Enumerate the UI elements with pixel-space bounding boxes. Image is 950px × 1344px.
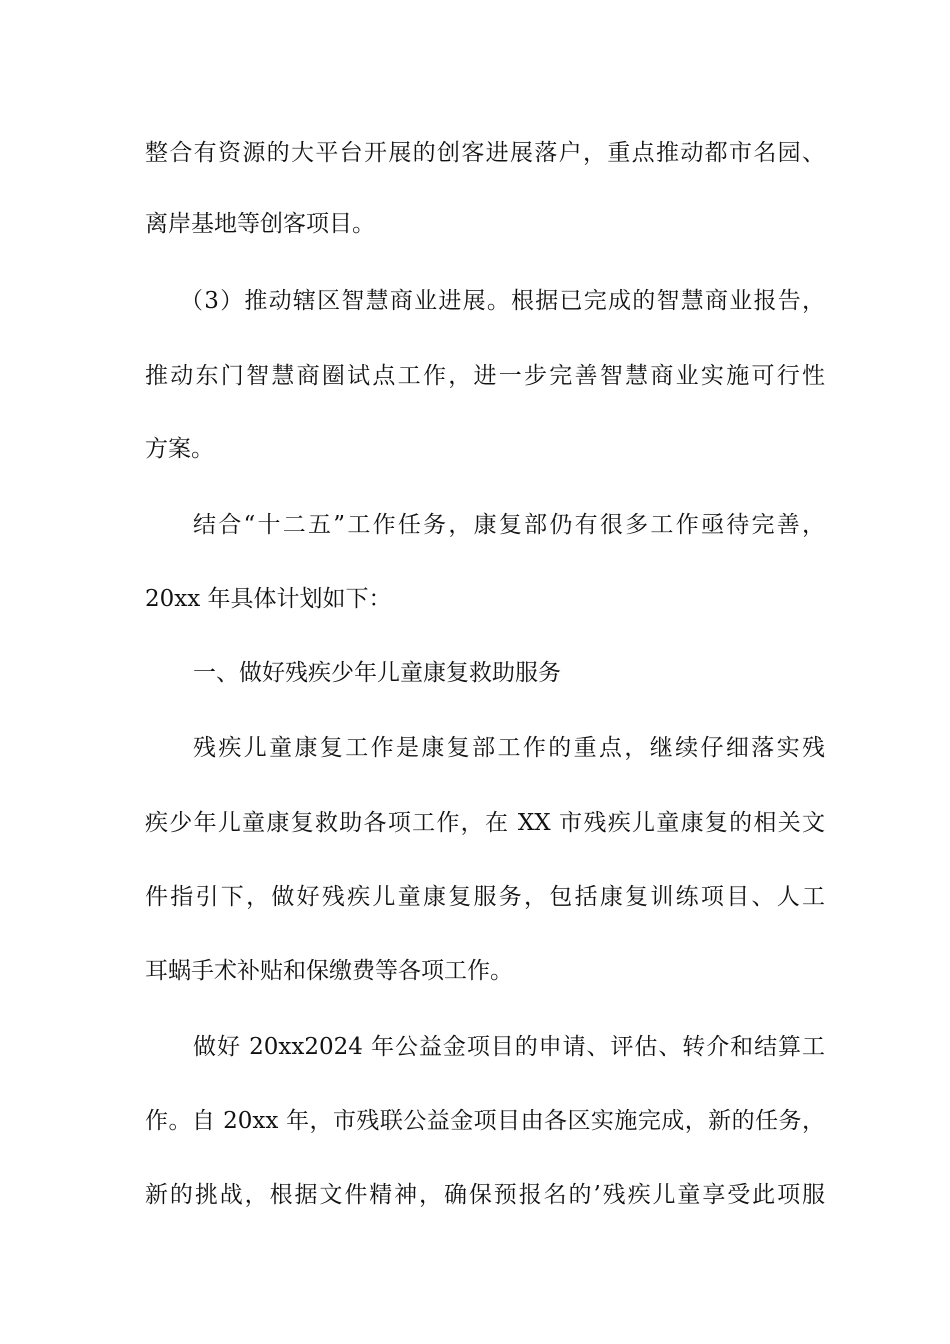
text-line: 件指引下，做好残疾儿童康复服务，包括康复训练项目、人工	[145, 884, 825, 910]
text-line: 结合“十二五”工作任务，康复部仍有很多工作亟待完善，	[193, 512, 825, 538]
text-line: 疾少年儿童康复救助各项工作，在 XX 市残疾儿童康复的相关文	[145, 810, 825, 836]
text-line: 离岸基地等创客项目。	[145, 211, 375, 237]
text-line: 残疾儿童康复工作是康复部工作的重点，继续仔细落实残	[193, 735, 825, 761]
text-line: 推动东门智慧商圈试点工作，进一步完善智慧商业实施可行性	[145, 363, 825, 389]
text-line: 方案。	[145, 436, 214, 462]
text-line: 整合有资源的大平台开展的创客进展落户，重点推动都市名园、	[145, 140, 825, 166]
text-line: 耳蜗手术补贴和保缴费等各项工作。	[145, 958, 513, 984]
section-heading: 一、做好残疾少年儿童康复救助服务	[193, 660, 561, 686]
text-line: 20xx 年具体计划如下：	[145, 586, 392, 612]
text-line: （3）推动辖区智慧商业进展。根据已完成的智慧商业报告，	[180, 288, 825, 314]
text-line: 新的挑战，根据文件精神，确保预报名的’残疾儿童享受此项服	[145, 1182, 825, 1208]
text-line: 做好 20xx2024 年公益金项目的申请、评估、转介和结算工	[193, 1034, 825, 1060]
text-line: 作。自 20xx 年，市残联公益金项目由各区实施完成，新的任务，	[145, 1108, 825, 1134]
